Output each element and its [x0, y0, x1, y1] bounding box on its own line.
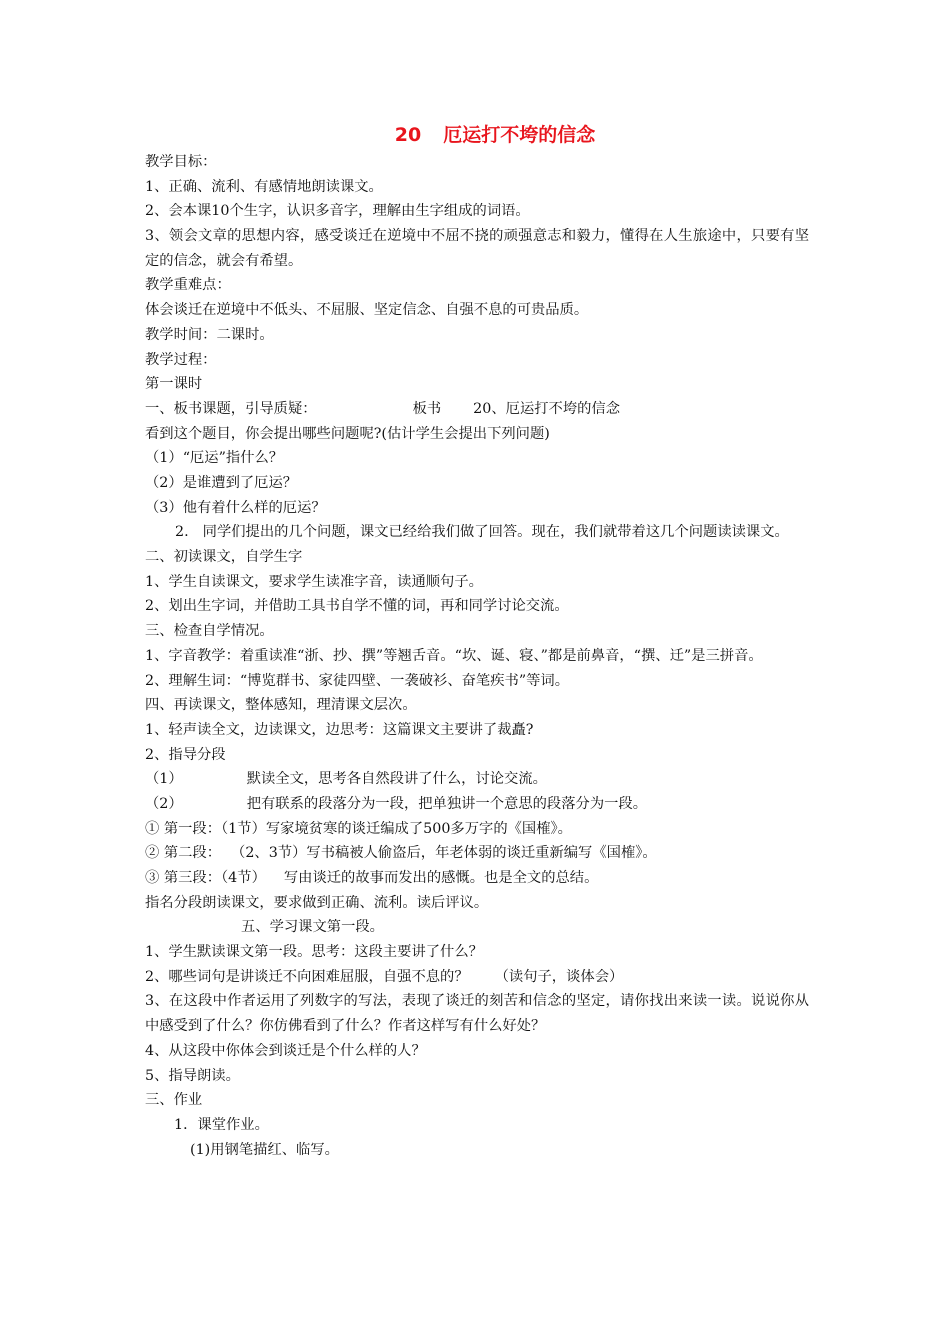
segment-label: ② 第二段：: [145, 845, 222, 862]
step4-subitem: [145, 792, 809, 817]
step5-item: 1、学生默读课文第一段。思考：这段主要讲了什么？: [145, 944, 483, 961]
key-points-text: 体会谈迁在逆境中不低头、不屈服、坚定信念、自强不息的可贵品质。: [145, 302, 589, 319]
question-item: （3）他有着什么样的厄运？: [145, 499, 326, 516]
step3-item: 2、理解生词：“博览群书、家徒四壁、一袭破衫、奋笔疾书”等词。: [145, 672, 570, 689]
segment-text: （2、3节）写书稿被人偷盗后，年老体弱的谈迁重新编写《国榷》。: [231, 845, 657, 862]
objective-item: 2、会本课10个生字，认识多音字，理解由生字组成的词语。: [145, 203, 530, 220]
step5-item-note: （读句子，谈体会）: [494, 968, 624, 985]
question-item: （1）“厄运”指什么？: [145, 450, 284, 467]
step3-heading: 三、检查自学情况。: [145, 623, 274, 640]
board-label: 板书: [412, 400, 442, 417]
question-item: （2）是谁遭到了厄运？: [145, 474, 298, 491]
lesson-number: 20: [394, 124, 422, 146]
segment-item: [145, 866, 809, 891]
step4-closing: 指名分段朗读课文，要求做到正确、流利。读后评议。: [145, 894, 489, 911]
homework-heading: 三、作业: [145, 1092, 203, 1109]
step4-item: 2、指导分段: [145, 746, 226, 763]
subitem-number: （1）: [145, 771, 183, 788]
step5-item: [145, 965, 809, 990]
subitem-text: 默读全文，思考各自然段讲了什么，讨论交流。: [246, 771, 547, 788]
step1-item2-text: 同学们提出的几个问题，课文已经给我们做了回答。现在，我们就带着这几个问题读读课文。: [202, 524, 789, 541]
step4-item: 1、轻声读全文，边读课文，边思考：这篇课文主要讲了裁矗?: [145, 721, 534, 738]
step5-item: 4、从这段中你体会到谈迁是个什么样的人？: [145, 1042, 426, 1059]
step1-prompt: 看到这个题目，你会提出哪些问题呢?(估计学生会提出下列问题): [145, 425, 550, 442]
segment-label: ③ 第三段：（4节）: [145, 870, 266, 886]
step4-subitem: [145, 767, 809, 792]
subitem-number: （2）: [145, 795, 183, 812]
segment-item: [145, 817, 809, 842]
objective-item: 1、正确、流利、有感情地朗读课文。: [145, 178, 383, 195]
objectives-heading: 教学目标：: [145, 154, 217, 170]
step1-heading: 一、板书课题，引导质疑：: [145, 400, 317, 417]
step5-heading: 五、学习课文第一段。: [241, 919, 384, 936]
key-points-heading: 教学重难点：: [145, 277, 231, 294]
step3-item: 1、字音教学：着重读准“浙、抄、撰”等翘舌音。“坎、诞、寝、”都是前鼻音，“撰、迁”是三拼音。: [145, 647, 763, 664]
document-body: [145, 150, 809, 1162]
segment-text: 写家境贫寒的谈迁编成了500多万字的《国榷》。: [265, 820, 572, 837]
process-heading: 教学过程：: [145, 351, 217, 368]
step1-item2-number: 2.: [175, 524, 189, 541]
objective-item: 3、领会文章的思想内容，感受谈迁在逆境中不屈不挠的顽强意志和毅力，懂得在人生旅途中，只要有坚定的信念，就会有希望。: [145, 228, 809, 269]
homework-item: 1．课堂作业。: [174, 1116, 269, 1133]
segment-label: ① 第一段：（1节）: [145, 820, 266, 837]
step5-item: 3、在这段中作者运用了列数字的写法，表现了谈迁的刻苦和信念的坚定，请你找出来读一读。说说你从中感受到了什么？你仿佛看到了什么？作者这样写有什么好处？: [145, 993, 809, 1035]
step1-line: [145, 397, 809, 422]
step2-heading: 二、初读课文，自学生字: [145, 549, 303, 566]
segment-text: 写由谈迁的故事而发出的感慨。也是全文的总结。: [283, 870, 599, 886]
subitem-text: 把有联系的段落分为一段，把单独讲一个意思的段落分为一段。: [246, 795, 648, 812]
lesson-title: [0, 122, 950, 148]
teaching-time: 教学时间：二课时。: [145, 326, 274, 343]
homework-subitem: (1)用钢笔描红、临写。: [190, 1141, 339, 1158]
step2-item: 1、学生自读课文，要求学生读准字音，读通顺句子。: [145, 573, 483, 590]
lesson-label: 第一课时: [145, 376, 203, 393]
step2-item: 2、划出生字词，并借助工具书自学不懂的词，再和同学讨论交流。: [145, 598, 569, 615]
step5-item-text: 2、哪些词句是讲谈迁不向困难屈服，自强不息的？: [145, 968, 469, 985]
step5-item: 5、指导朗读。: [145, 1067, 240, 1084]
segment-item: [145, 841, 809, 866]
step4-heading: 四、再读课文，整体感知，理清课文层次。: [145, 697, 417, 714]
step1-item2: [145, 520, 809, 545]
lesson-title-text: 厄运打不垮的信念: [443, 124, 596, 146]
board-text: 20、厄运打不垮的信念: [473, 400, 621, 417]
